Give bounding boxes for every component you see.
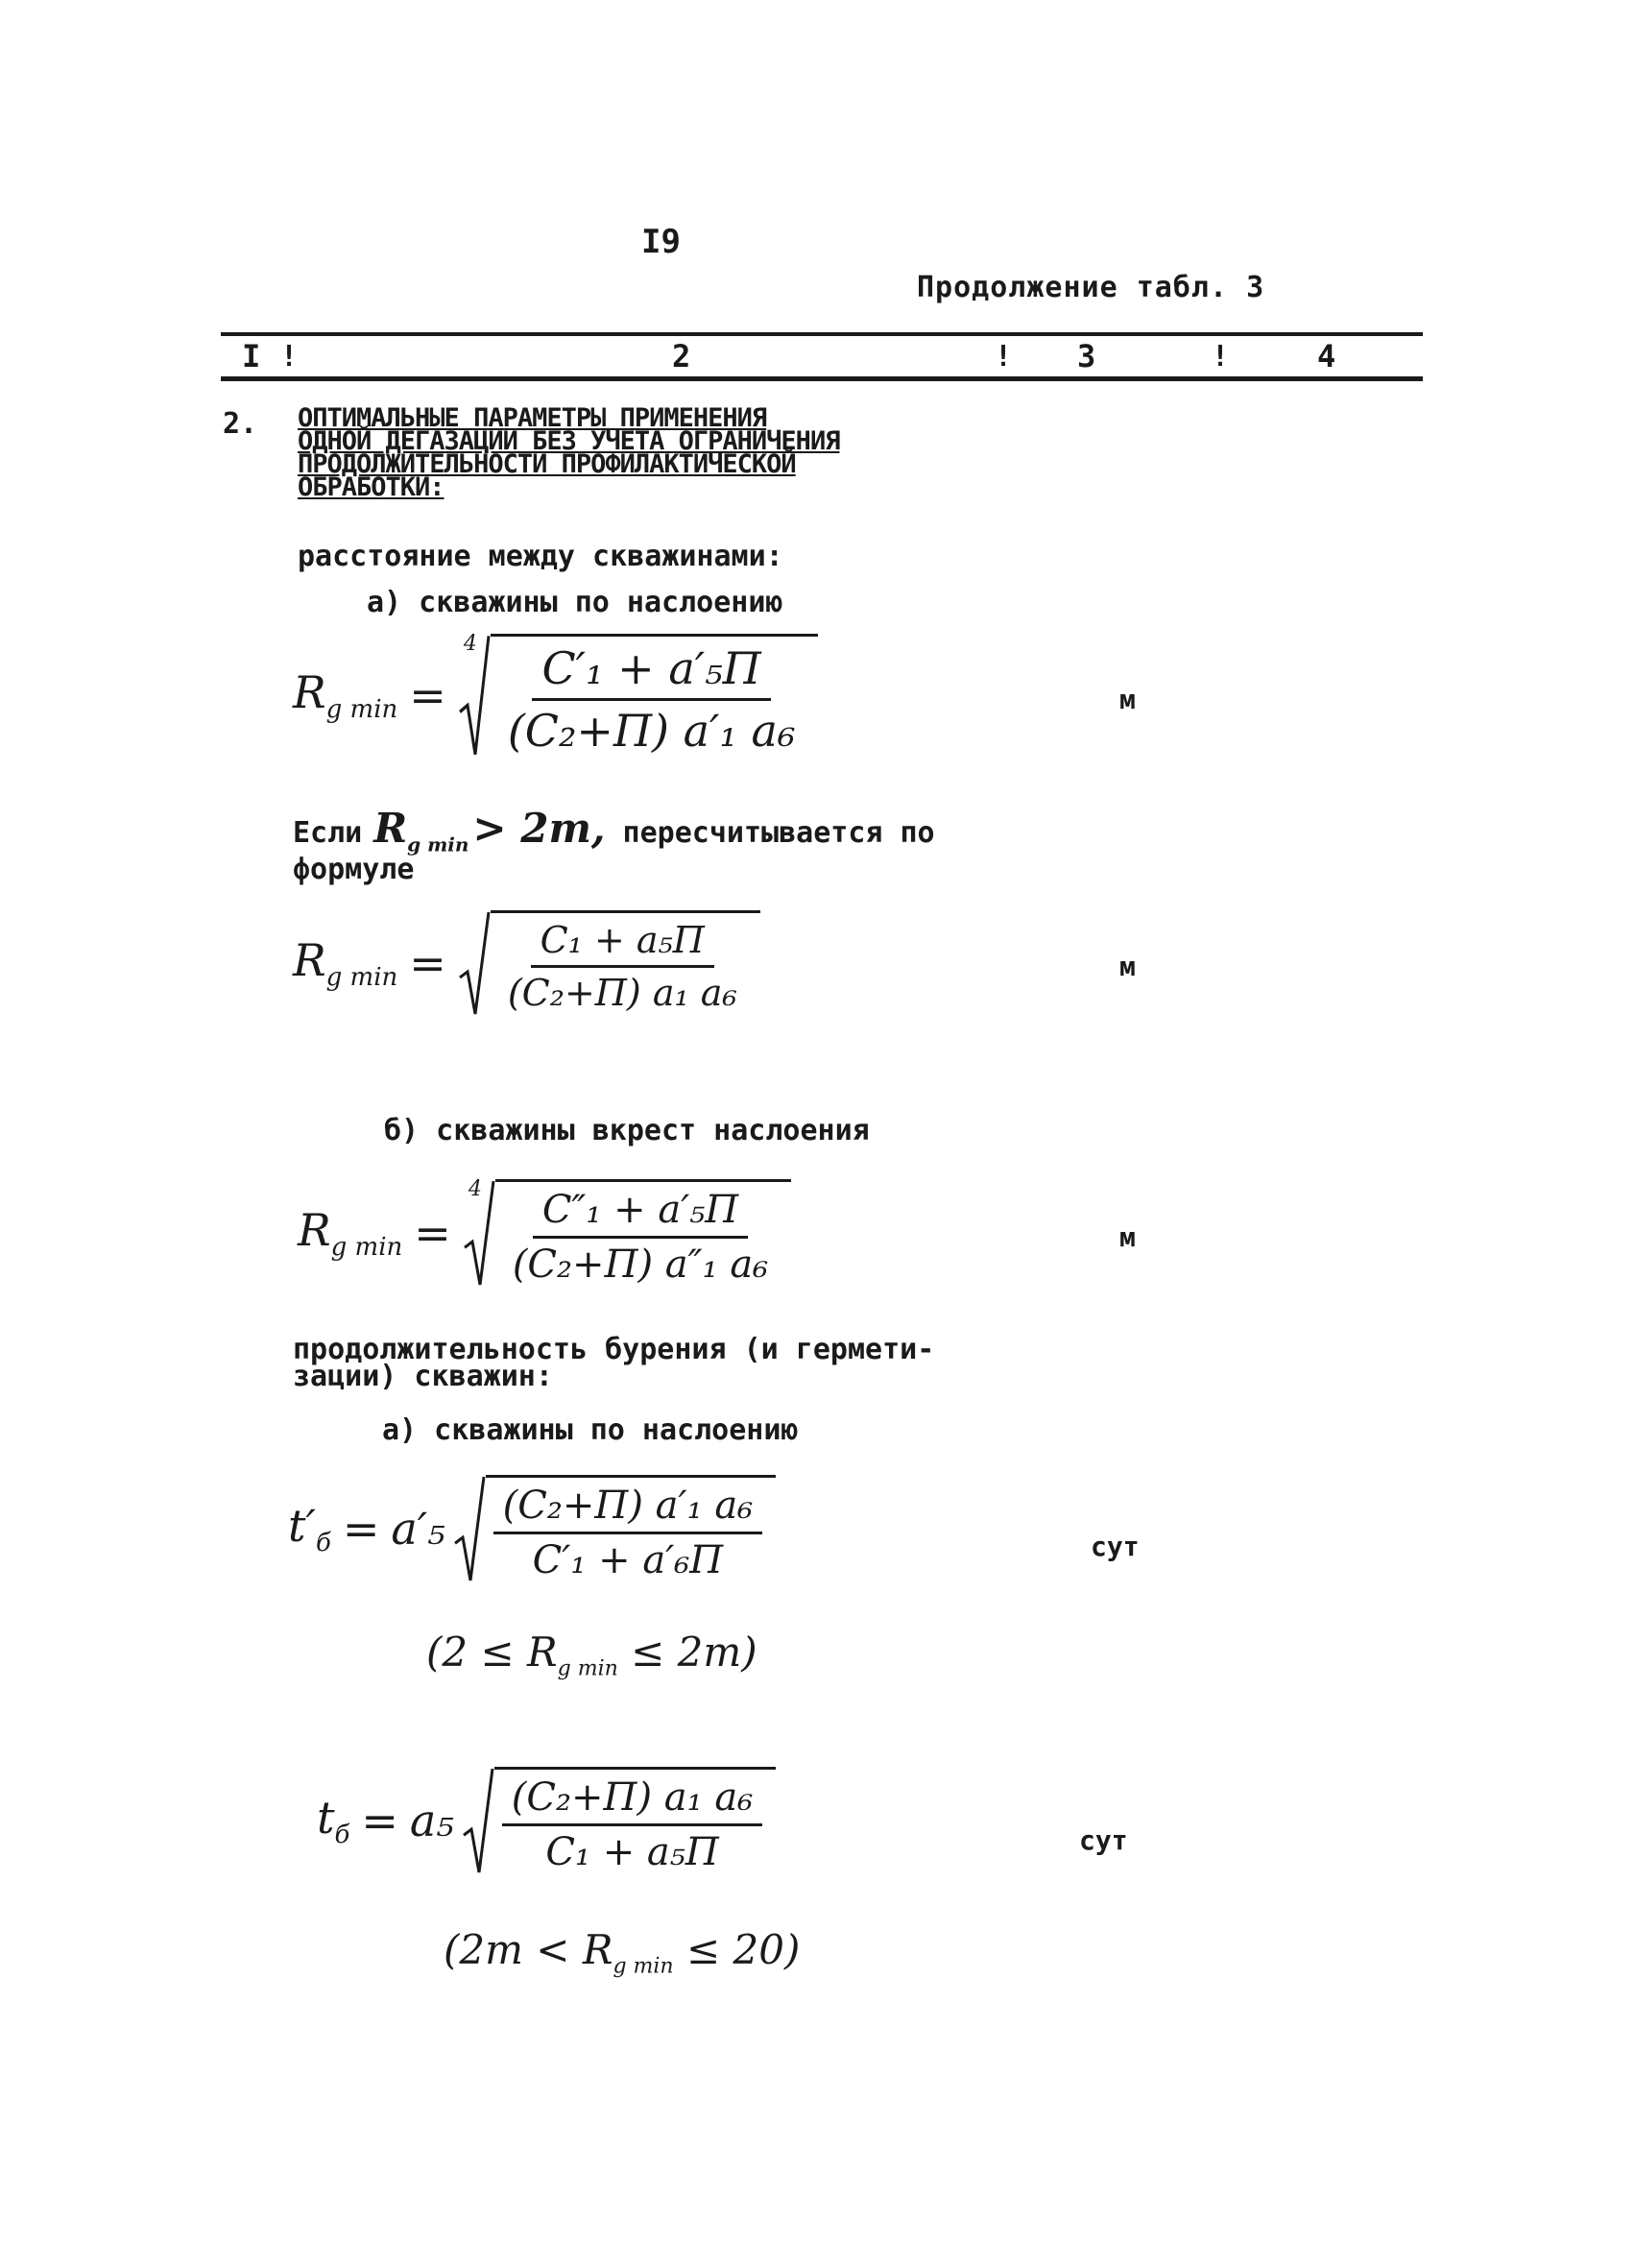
column-header-3: 3 xyxy=(1077,338,1096,374)
formula-condition: $(2m < R_{g min} \le 20)$ xyxy=(444,1926,801,1979)
column-divider: ! xyxy=(280,340,299,374)
table-caption: Продолжение табл. 3 xyxy=(917,271,1265,304)
formula-lhs: $t_б$ xyxy=(317,1791,350,1850)
recalc-note: Если $R_{g min}> 2m$, пересчитывается по xyxy=(293,805,935,857)
root-index: 4 xyxy=(468,1177,482,1201)
formula-coefficient: a₅ xyxy=(409,1795,454,1846)
unit-label: сут xyxy=(1079,1824,1128,1856)
case-a-duration-label: а) скважины по наслоению xyxy=(382,1413,799,1447)
radical xyxy=(458,910,760,1016)
formula-coefficient: a′₅ xyxy=(391,1503,445,1555)
equals-sign: = xyxy=(414,1207,451,1259)
distance-label: расстояние между скважинами: xyxy=(298,540,783,573)
formula-numerator: C′₁ + a′₅П xyxy=(532,642,770,701)
radical xyxy=(453,1475,777,1582)
equals-sign: = xyxy=(409,937,446,989)
radical xyxy=(463,1179,791,1287)
recalc-note-line2: формуле xyxy=(293,853,415,886)
formula-lhs: $R_{g min}$ xyxy=(298,1203,403,1263)
formula-denominator: (C₂+П) a″₁ a₆ xyxy=(512,1243,769,1287)
equals-sign: = xyxy=(342,1503,380,1555)
formula-rgmin-4th-root-along xyxy=(293,634,818,757)
duration-label: продолжительность бурения (и гермети- зации) скважин: xyxy=(293,1333,935,1393)
radical-sign-icon xyxy=(462,1767,494,1874)
formula-numerator: C₁ + a₅П xyxy=(531,919,714,968)
formula-tb-prime xyxy=(288,1475,776,1582)
recalc-expression: $R_{g min}> 2m$, xyxy=(373,805,606,857)
case-a-distance-label: а) скважины по наслоению xyxy=(367,586,783,619)
table-header-rule xyxy=(221,376,1423,381)
formula-rgmin-sqrt-along xyxy=(293,910,760,1016)
formula-lhs: $R_{g min}$ xyxy=(293,665,398,725)
column-header-1: I xyxy=(242,338,261,374)
row-number: 2. xyxy=(223,407,258,441)
case-b-distance-label: б) скважины вкрест наслоения xyxy=(384,1114,870,1147)
root-index: 4 xyxy=(463,632,477,656)
formula-tb xyxy=(317,1767,776,1874)
column-header-2: 2 xyxy=(672,338,691,374)
formula-numerator: C″₁ + a′₅П xyxy=(533,1188,748,1239)
formula-denominator: (C₂+П) a₁ a₆ xyxy=(507,972,737,1014)
table-top-rule xyxy=(221,332,1423,336)
formula-lhs: $t'_б$ xyxy=(288,1499,331,1558)
unit-label: м xyxy=(1119,684,1136,715)
formula-numerator: (C₂+П) a₁ a₆ xyxy=(502,1775,762,1826)
page-number: I9 xyxy=(641,223,681,261)
formula-lhs: $R_{g min}$ xyxy=(293,933,398,993)
formula-denominator: (C₂+П) a′₁ a₆ xyxy=(507,705,796,757)
equals-sign: = xyxy=(361,1795,398,1846)
formula-condition: $(2 \le R_{g min} \le 2m)$ xyxy=(426,1629,757,1681)
equals-sign: = xyxy=(409,669,446,721)
radical xyxy=(458,634,819,757)
radical-sign-icon xyxy=(458,910,491,1016)
column-divider: ! xyxy=(995,340,1013,374)
column-header-4: 4 xyxy=(1317,338,1336,374)
column-divider: ! xyxy=(1212,340,1230,374)
radical xyxy=(462,1767,776,1874)
unit-label: м xyxy=(1119,951,1136,982)
section-heading: ОПТИМАЛЬНЫЕ ПАРАМЕТРЫ ПРИМЕНЕНИЯ ОДНОЙ ДЕГАЗАЦИИ БЕЗ УЧЕТА ОГРАНИЧЕНИЯ ПРОДОЛЖИТЕЛЬНОСТИ ПРОФИЛАКТИЧЕСКОЙ ОБРАБОТКИ: xyxy=(298,403,840,502)
radical-sign-icon xyxy=(453,1475,486,1582)
formula-denominator: C₁ + a₅П xyxy=(545,1830,719,1874)
unit-label: м xyxy=(1119,1221,1136,1253)
formula-denominator: C′₁ + a′₆П xyxy=(532,1538,724,1582)
formula-numerator: (C₂+П) a′₁ a₆ xyxy=(493,1484,763,1534)
unit-label: сут xyxy=(1091,1531,1140,1562)
formula-rgmin-4th-root-across xyxy=(298,1179,791,1287)
